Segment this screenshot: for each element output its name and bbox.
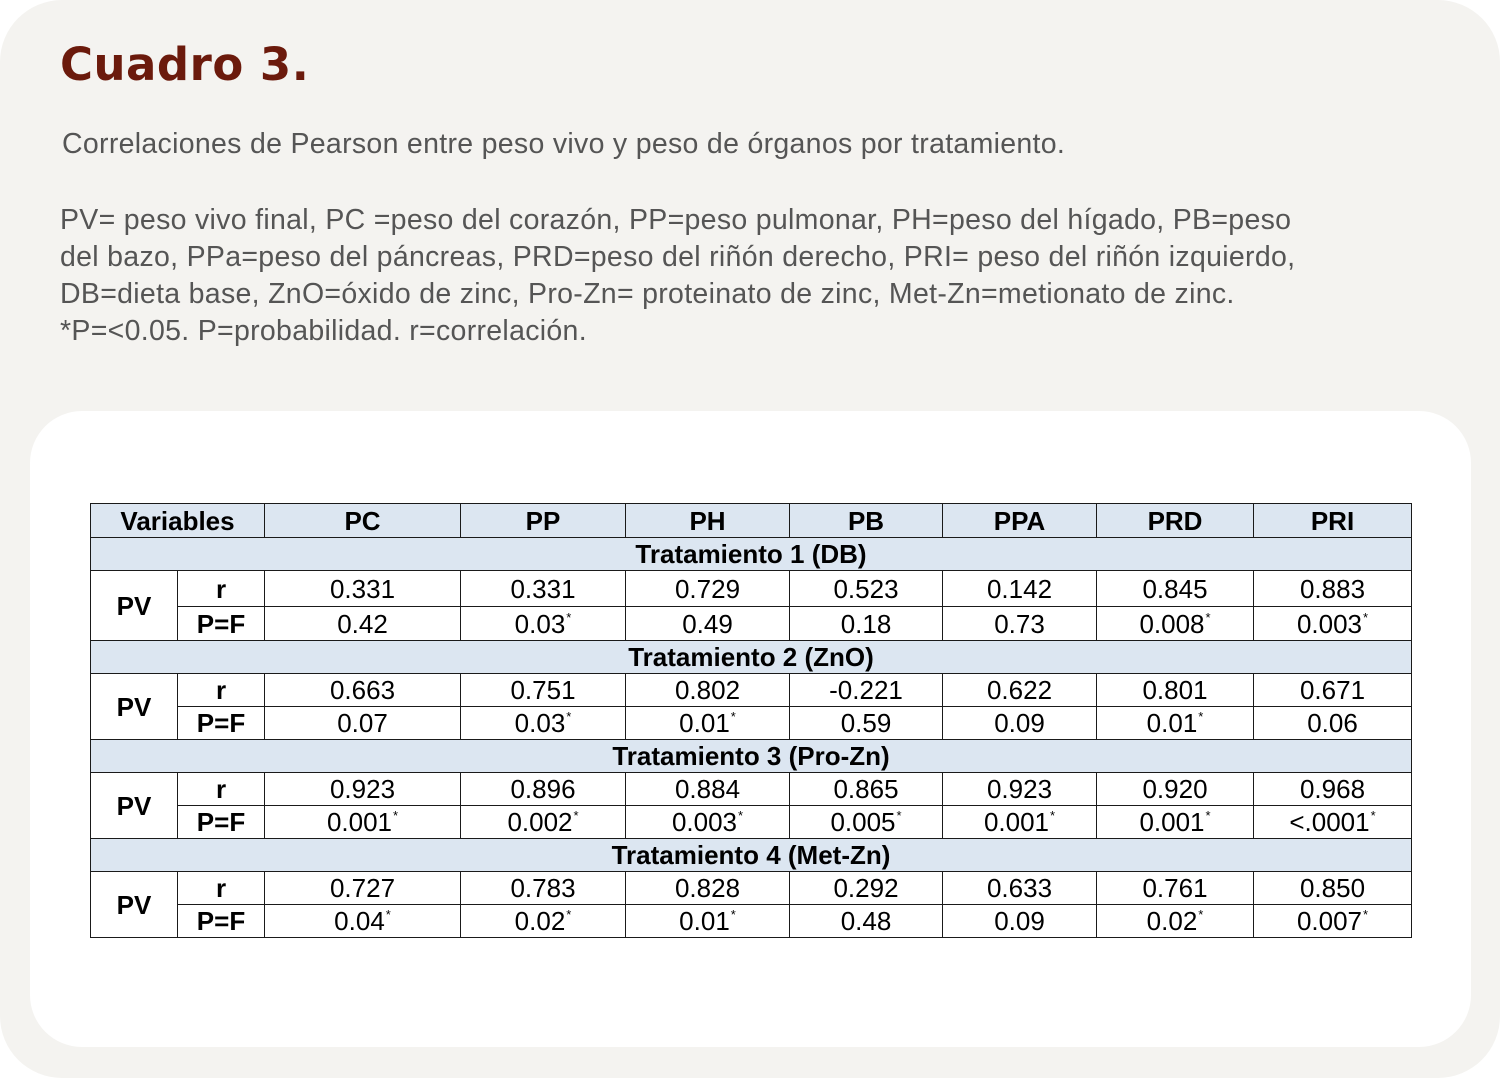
treatment-title: Tratamiento 3 (Pro-Zn)	[91, 740, 1412, 773]
cell-r: 0.801	[1097, 674, 1254, 707]
cell-r: 0.663	[265, 674, 461, 707]
cell-p	[265, 806, 461, 839]
figure-notes	[60, 202, 1460, 350]
significance-mark: *	[730, 709, 736, 724]
figure-title: Cuadro 3.	[60, 38, 310, 91]
p-value: 0.001	[983, 807, 1050, 837]
significance-mark: *	[566, 609, 572, 625]
p-value: 0.005	[830, 807, 896, 837]
cell-p	[1254, 607, 1412, 641]
significance-mark: *	[896, 808, 902, 823]
cell-p	[943, 707, 1097, 740]
p-value: 0.07	[337, 708, 388, 738]
p-value: 0.02	[514, 906, 566, 936]
treatment-header-row	[91, 740, 1412, 773]
cell-p	[790, 905, 943, 938]
cell-r: 0.968	[1254, 773, 1412, 806]
cell-p	[1254, 806, 1412, 839]
p-value: 0.06	[1307, 708, 1358, 738]
stat-label-p: P=F	[178, 607, 265, 641]
cell-r: 0.331	[265, 571, 461, 607]
stat-label-p: P=F	[178, 707, 265, 740]
p-value: 0.09	[994, 906, 1045, 936]
significance-mark: *	[1205, 808, 1211, 823]
cell-p	[1254, 905, 1412, 938]
cell-r: 0.633	[943, 872, 1097, 905]
row-variable-pv: PV	[91, 571, 178, 641]
correlation-table	[90, 503, 1412, 938]
table-row-p	[91, 905, 1412, 938]
p-value: 0.48	[840, 906, 892, 936]
cell-r: 0.783	[461, 872, 626, 905]
p-value: 0.01	[679, 708, 730, 738]
cell-p	[626, 707, 790, 740]
stat-label-r: r	[178, 571, 265, 607]
cell-r: 0.727	[265, 872, 461, 905]
cell-r: 0.751	[461, 674, 626, 707]
cell-p	[265, 707, 461, 740]
table-row-r	[91, 872, 1412, 905]
p-value: 0.01	[679, 906, 730, 936]
p-value: 0.03	[514, 708, 566, 738]
note-line: DB=dieta base, ZnO=óxido de zinc, Pro-Zn= proteinato de zinc, Met-Zn=metionato de zinc.	[60, 278, 1235, 310]
cell-p	[1097, 806, 1254, 839]
treatment-title: Tratamiento 4 (Met-Zn)	[91, 839, 1412, 872]
cell-r: 0.923	[943, 773, 1097, 806]
table-row-p	[91, 707, 1412, 740]
figure-caption: Correlaciones de Pearson entre peso vivo y peso de órganos por tratamiento.	[62, 128, 1066, 160]
cell-r: 0.920	[1097, 773, 1254, 806]
significance-mark: *	[393, 808, 399, 823]
column-header-prd: PRD	[1097, 504, 1254, 538]
significance-mark: *	[1370, 808, 1376, 823]
significance-mark: *	[573, 808, 579, 823]
cell-r: 0.850	[1254, 872, 1412, 905]
stat-label-r: r	[178, 674, 265, 707]
p-value: 0.002	[507, 807, 573, 837]
cell-r: 0.729	[626, 571, 790, 607]
cell-p	[461, 806, 626, 839]
cell-r: 0.883	[1254, 571, 1412, 607]
p-value: 0.007	[1296, 906, 1363, 936]
cell-p	[790, 707, 943, 740]
treatment-header-row	[91, 538, 1412, 571]
treatment-header-row	[91, 839, 1412, 872]
p-value: 0.18	[840, 608, 892, 639]
cell-r: 0.671	[1254, 674, 1412, 707]
p-value: 0.59	[840, 708, 892, 738]
row-variable-pv: PV	[91, 773, 178, 839]
treatment-header-row	[91, 641, 1412, 674]
column-header-pb: PB	[790, 504, 943, 538]
significance-mark: *	[1363, 609, 1369, 625]
stat-label-r: r	[178, 773, 265, 806]
table-row-p	[91, 607, 1412, 641]
cell-p	[1097, 707, 1254, 740]
cell-p	[461, 905, 626, 938]
cell-p	[790, 806, 943, 839]
significance-mark: *	[1198, 709, 1204, 724]
p-value: 0.001	[1139, 807, 1205, 837]
cell-p	[943, 806, 1097, 839]
cell-r: 0.802	[626, 674, 790, 707]
cell-r: 0.845	[1097, 571, 1254, 607]
cell-p	[265, 905, 461, 938]
p-value: 0.03	[514, 608, 566, 639]
cell-p	[1097, 607, 1254, 641]
cell-p	[461, 607, 626, 641]
p-value: 0.001	[326, 807, 393, 837]
cell-r: 0.523	[790, 571, 943, 607]
column-header-ph: PH	[626, 504, 790, 538]
cell-r: 0.292	[790, 872, 943, 905]
cell-p	[461, 707, 626, 740]
cell-r: 0.761	[1097, 872, 1254, 905]
table-header-row	[91, 504, 1412, 538]
stat-label-r: r	[178, 872, 265, 905]
cell-p	[1097, 905, 1254, 938]
stat-label-p: P=F	[178, 806, 265, 839]
p-value: 0.003	[1296, 608, 1363, 639]
p-value: 0.04	[334, 906, 385, 936]
cell-r: 0.622	[943, 674, 1097, 707]
cell-r: -0.221	[790, 674, 943, 707]
significance-mark: *	[385, 907, 391, 922]
treatment-title: Tratamiento 2 (ZnO)	[91, 641, 1412, 674]
cell-p	[265, 607, 461, 641]
cell-r: 0.865	[790, 773, 943, 806]
significance-mark: *	[730, 907, 736, 922]
table-row-r	[91, 571, 1412, 607]
cell-p	[626, 905, 790, 938]
column-header-ppa: PPA	[943, 504, 1097, 538]
note-line: del bazo, PPa=peso del páncreas, PRD=peso del riñón derecho, PRI= peso del riñón izquierdo,	[60, 241, 1296, 273]
significance-mark: *	[1198, 907, 1204, 922]
note-line: PV= peso vivo final, PC =peso del corazón, PP=peso pulmonar, PH=peso del hígado, PB=peso	[60, 204, 1292, 236]
header-variables: Variables	[91, 504, 265, 538]
p-value: 0.73	[994, 608, 1045, 639]
p-value: 0.003	[671, 807, 738, 837]
cell-r: 0.884	[626, 773, 790, 806]
column-header-pc: PC	[265, 504, 461, 538]
significance-mark: *	[1205, 609, 1211, 625]
column-header-pri: PRI	[1254, 504, 1412, 538]
table-row-r	[91, 674, 1412, 707]
p-value: 0.49	[682, 608, 733, 639]
row-variable-pv: PV	[91, 872, 178, 938]
significance-mark: *	[566, 709, 572, 724]
cell-r: 0.923	[265, 773, 461, 806]
table-row-p	[91, 806, 1412, 839]
p-value: 0.02	[1146, 906, 1198, 936]
row-variable-pv: PV	[91, 674, 178, 740]
significance-mark: *	[1050, 808, 1056, 823]
stat-label-p: P=F	[178, 905, 265, 938]
significance-mark: *	[566, 907, 572, 922]
cell-p	[943, 607, 1097, 641]
column-header-pp: PP	[461, 504, 626, 538]
p-value: 0.42	[337, 608, 388, 639]
p-value: 0.008	[1139, 608, 1205, 639]
p-value: <.0001	[1289, 807, 1370, 837]
cell-p	[1254, 707, 1412, 740]
cell-p	[626, 806, 790, 839]
cell-r: 0.896	[461, 773, 626, 806]
cell-p	[626, 607, 790, 641]
cell-p	[790, 607, 943, 641]
significance-mark: *	[1363, 907, 1369, 922]
p-value: 0.09	[994, 708, 1045, 738]
table-row-r	[91, 773, 1412, 806]
significance-mark: *	[738, 808, 744, 823]
treatment-title: Tratamiento 1 (DB)	[91, 538, 1412, 571]
note-line: *P=<0.05. P=probabilidad. r=correlación.	[60, 315, 587, 347]
cell-r: 0.331	[461, 571, 626, 607]
cell-r: 0.828	[626, 872, 790, 905]
p-value: 0.01	[1146, 708, 1198, 738]
cell-p	[943, 905, 1097, 938]
cell-r: 0.142	[943, 571, 1097, 607]
